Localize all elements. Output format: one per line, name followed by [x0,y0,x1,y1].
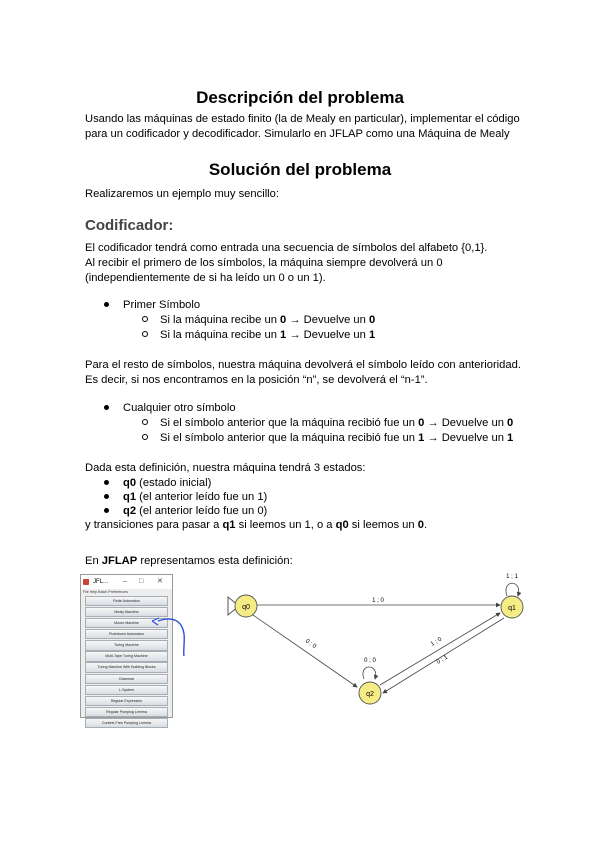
sub-bullet-first-0: Si la máquina recibe un 0 → Devuelve un 0 [142,313,375,327]
jflap-title: JFL... [93,579,109,585]
btn-multitape-turing[interactable]: Multi-Tape Turing Machine [85,651,168,661]
bullet-dot [104,508,109,513]
btn-l-system[interactable]: L-System [85,685,168,695]
btn-finite-automaton[interactable]: Finite Automaton [85,596,168,606]
annotation-arrow [150,612,200,662]
rest-line-2: Es decir, si nos encontramos en la posición “n”, se devolverá el “n-1”. [85,374,428,386]
btn-turing-blocks[interactable]: Turing Machine With Building Blocks [85,662,168,672]
edge-label-q1-q1: 1 ; 1 [506,574,518,580]
title-solution: Solución del problema [208,160,392,179]
edge-label-q2-q1: 1 ; 0 [429,636,444,648]
edge-label-q0-q1: 1 ; 0 [372,598,384,604]
sub-bullet-other-1: Si el símbolo anterior que la máquina recibió fue un 1 → Devuelve un 1 [142,431,513,445]
btn-mealy-machine[interactable]: Mealy Machine [85,607,168,617]
btn-cf-pumping[interactable]: Context-Free Pumping Lemma [85,718,168,728]
bullet-circle [142,316,148,322]
label-q2: q2 [366,691,374,698]
intro-line-2: para un codificador y decodificador. Simularlo en JFLAP como una Máquina de Mealy [85,128,510,140]
bullet-first-symbol: Primer Símbolo [104,298,200,312]
loop-q1 [506,583,519,596]
state-diagram [215,565,535,715]
bullet-dot [104,480,109,485]
jflap-app-icon [83,579,89,585]
rest-line-1: Para el resto de símbolos, nuestra máquina devolverá el símbolo leído con anterioridad. [85,359,521,371]
example-line: Realizaremos un ejemplo muy sencillo: [85,188,280,200]
bullet-q1: q1 (el anterior leído fue un 1) [104,490,267,504]
edge-q0-q2 [253,615,357,687]
bullet-q2: q2 (el anterior leído fue un 0) [104,504,267,518]
bullet-dot [104,494,109,499]
encoder-line-2: Al recibir el primero de los símbolos, la máquina siempre devolverá un 0 [85,257,443,269]
btn-regular-pumping[interactable]: Regular Pumping Lemma [85,707,168,717]
sub-bullet-first-1: Si la máquina recibe un 1 → Devuelve un 1 [142,328,375,342]
label-q0: q0 [242,604,250,611]
title-description: Descripción del problema [196,88,404,107]
jflap-menubar[interactable]: File Help Batch Preferences [83,590,128,594]
bullet-circle [142,434,148,440]
maximize-button[interactable]: □ [139,578,144,585]
btn-turing-machine[interactable]: Turing Machine [85,640,168,650]
btn-regular-expression[interactable]: Regular Expression [85,696,168,706]
minimize-button[interactable]: – [123,578,127,585]
jflap-titlebar [81,575,172,589]
edge-label-q2-q2: 0 ; 0 [364,658,376,664]
bullet-circle [142,419,148,425]
bullet-q0: q0 (estado inicial) [104,476,211,490]
edge-q2-q1 [380,613,500,685]
edge-label-q1-q2: 0 ; 1 [435,654,450,666]
bullet-other-symbol: Cualquier otro símbolo [104,401,236,415]
label-q1: q1 [508,605,516,612]
sub-bullet-other-0: Si el símbolo anterior que la máquina recibió fue un 0 → Devuelve un 0 [142,416,513,430]
annotation-arrowhead [152,618,159,625]
btn-moore-machine[interactable]: Moore Machine [85,618,168,628]
section-encoder: Codificador: [85,217,174,234]
edge-label-q0-q2: 0 ; 0 [304,638,318,650]
encoder-line-1: El codificador tendrá como entrada una secuencia de símbolos del alfabeto {0,1}. [85,242,488,254]
bullet-dot [104,405,109,410]
transitions-line: y transiciones para pasar a q1 si leemos un 1, o a q0 si leemos un 0. [85,519,428,531]
intro-line-1: Usando las máquinas de estado finito (la de Mealy en particular), implementar el código [85,113,520,125]
btn-pushdown-automaton[interactable]: Pushdown Automaton [85,629,168,639]
bullet-circle [142,331,148,337]
close-button[interactable]: ✕ [157,578,163,585]
annotation-stroke [158,619,184,656]
jflap-intro-line: En JFLAP representamos esta definición: [85,555,293,567]
encoder-line-3: (independientemente de si ha leído un 0 o un 1). [85,272,326,284]
states-intro: Dada esta definición, nuestra máquina tendrá 3 estados: [85,462,366,474]
loop-q2 [363,667,376,679]
bullet-dot [104,302,109,307]
btn-grammar[interactable]: Grammar [85,674,168,684]
